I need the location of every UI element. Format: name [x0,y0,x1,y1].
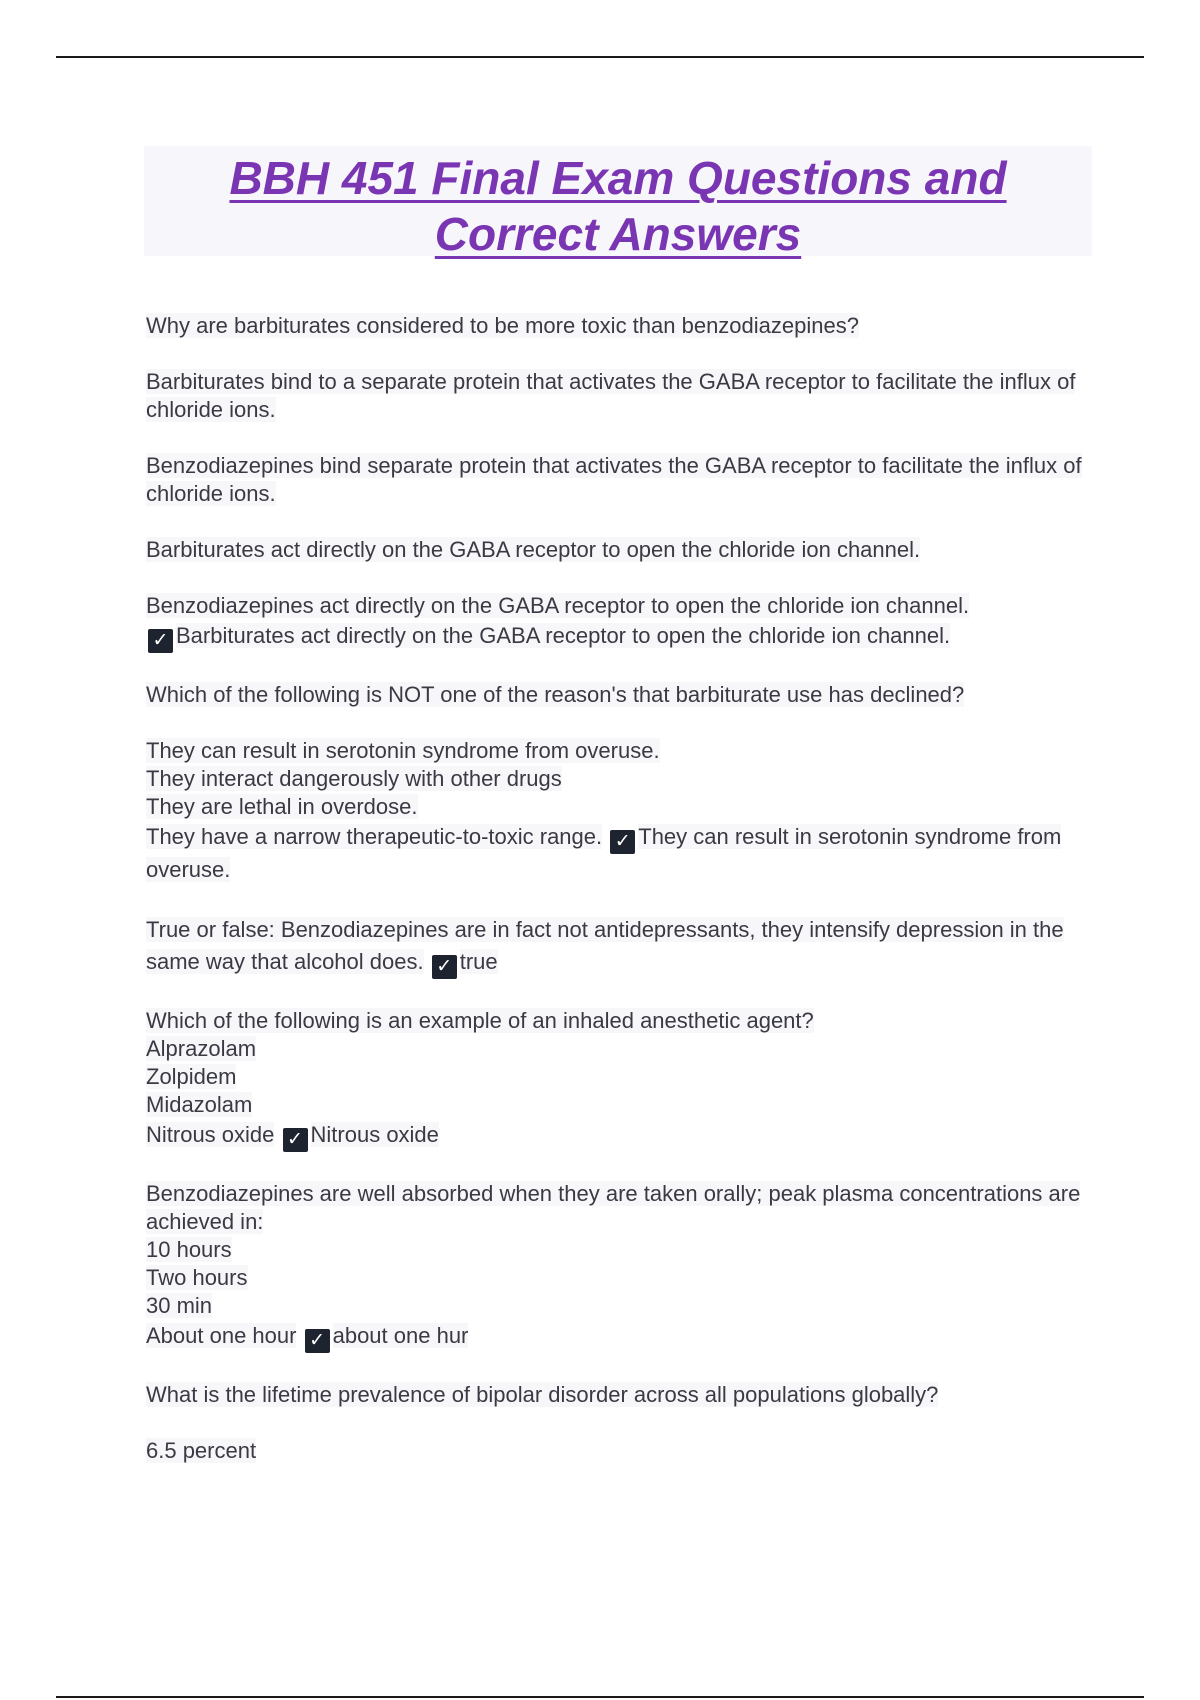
q4-option-d-with-answer: Nitrous oxide ✓ Nitrous oxide [146,1122,439,1150]
footer-rule [56,1696,1144,1698]
question-3 [146,914,1096,979]
title-box [144,146,1092,260]
checkmark-icon: ✓ [610,830,635,854]
question-1 [146,312,1096,340]
question-5-text: Benzodiazepines are well absorbed when they are taken orally; peak plasma concentrations are achieved in: [146,1181,1081,1234]
header-rule [56,56,1144,58]
q1-option-b: Benzodiazepines bind separate protein that activates the GABA receptor to facilitate the influx of chloride ions. [146,453,1082,506]
q6-option-a: 6.5 percent [146,1438,257,1463]
q4-option-a: Alprazolam [146,1036,257,1061]
question-2 [146,681,1096,709]
checkmark-icon: ✓ [305,1329,330,1353]
question-5 [146,1180,1096,1236]
question-4 [146,1007,1096,1035]
question-1-text: Why are barbiturates considered to be more toxic than benzodiazepines? [146,313,859,338]
document-title: BBH 451 Final Exam Questions and Correct Answers [229,152,1007,260]
q5-option-d-with-answer: About one hour ✓ about one hur [146,1323,469,1351]
q1-option-d: Benzodiazepines act directly on the GABA receptor to open the chloride ion channel. [146,593,970,618]
q2-option-c: They are lethal in overdose. [146,794,418,819]
checkmark-icon: ✓ [432,955,457,979]
q3-answer: true [459,949,498,974]
q4-answer: Nitrous oxide [310,1122,439,1147]
q2-option-a: They can result in serotonin syndrome from overuse. [146,738,660,763]
question-3-text: True or false: Benzodiazepines are in fact not antidepressants, they intensify depression in the same way that alcohol does. [146,917,1064,974]
q2-option-b: They interact dangerously with other drugs [146,766,562,791]
checkmark-icon: ✓ [283,1128,308,1152]
q5-option-a: 10 hours [146,1237,232,1262]
checkmark-icon: ✓ [148,629,173,653]
q2-option-d-with-answer: They have a narrow therapeutic-to-toxic range. ✓ They can result in serotonin syndrome from overuse. [146,824,1062,882]
q2-answer: They can result in serotonin syndrome from overuse. [146,824,1062,882]
question-6 [146,1381,1096,1409]
q5-answer: about one hur [332,1323,469,1348]
question-2-text: Which of the following is NOT one of the reason's that barbiturate use has declined? [146,682,965,707]
question-6-text: What is the lifetime prevalence of bipolar disorder across all populations globally? [146,1382,939,1407]
q5-option-c: 30 min [146,1293,213,1318]
qa-content [146,312,1096,1465]
question-4-text: Which of the following is an example of an inhaled anesthetic agent? [146,1008,814,1033]
q1-option-a: Barbiturates bind to a separate protein that activates the GABA receptor to facilitate the influx of chloride ions. [146,369,1076,422]
q1-option-c: Barbiturates act directly on the GABA receptor to open the chloride ion channel. [146,537,921,562]
q5-option-b: Two hours [146,1265,248,1290]
q1-answer: ✓ Barbiturates act directly on the GABA receptor to open the chloride ion channel. [146,620,1096,653]
q4-option-b: Zolpidem [146,1064,237,1089]
q4-option-c: Midazolam [146,1092,253,1117]
